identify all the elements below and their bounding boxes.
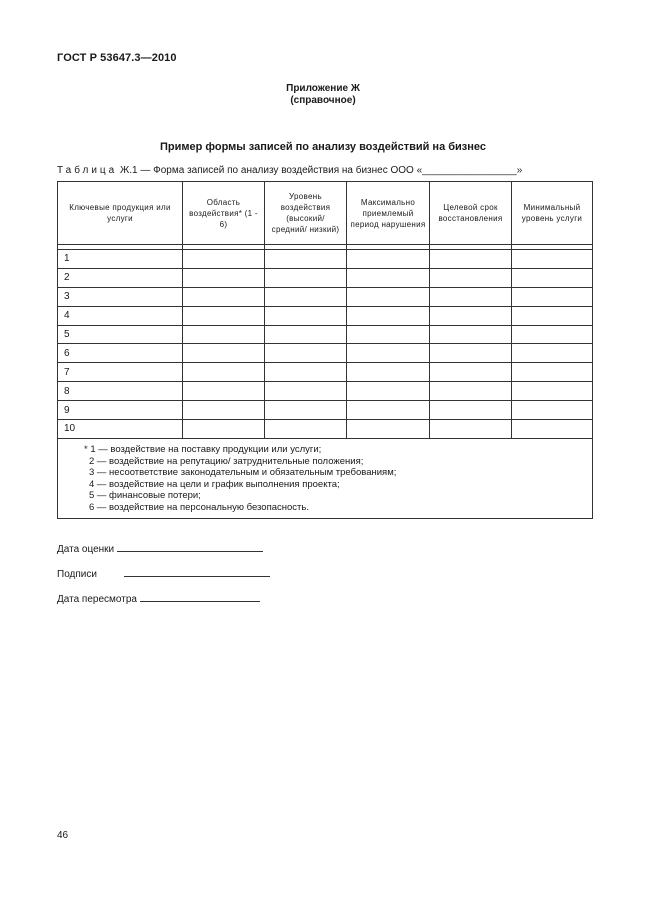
- table-cell[interactable]: [347, 250, 430, 269]
- appendix-heading: [0, 83, 646, 107]
- table-caption: [57, 165, 522, 176]
- table-cell[interactable]: [183, 344, 265, 363]
- appendix-title: Приложение Ж: [286, 83, 360, 94]
- table-cell[interactable]: [430, 382, 512, 401]
- table-cell[interactable]: [512, 363, 593, 382]
- row-number: 6: [58, 344, 183, 363]
- page-number: 46: [57, 830, 69, 841]
- header-min-service-level: Минимальный уровень услуги: [512, 182, 593, 245]
- appendix-note: (справочное): [290, 95, 356, 106]
- table-cell[interactable]: [183, 325, 265, 344]
- table-cell[interactable]: [430, 344, 512, 363]
- table-cell[interactable]: [183, 363, 265, 382]
- table-cell[interactable]: [512, 420, 593, 439]
- table-cell[interactable]: [512, 344, 593, 363]
- table-cell[interactable]: [183, 420, 265, 439]
- table-cell[interactable]: [183, 401, 265, 420]
- table-row: [58, 420, 593, 439]
- row-number: 8: [58, 382, 183, 401]
- table-caption-label: Таблица: [57, 165, 118, 176]
- review-date-line[interactable]: [140, 592, 260, 602]
- table-cell[interactable]: [347, 268, 430, 287]
- table-cell[interactable]: [347, 382, 430, 401]
- table-cell[interactable]: [512, 250, 593, 269]
- footnote-line: 2 — воздействие на репутацию/ затруднительные положения;: [89, 455, 364, 467]
- table-cell[interactable]: [512, 268, 593, 287]
- table-cell[interactable]: [430, 306, 512, 325]
- table-header-row: [58, 182, 593, 245]
- row-number: 2: [58, 268, 183, 287]
- table-cell[interactable]: [265, 268, 347, 287]
- table-cell[interactable]: [347, 325, 430, 344]
- table-cell[interactable]: [347, 420, 430, 439]
- row-number: 9: [58, 401, 183, 420]
- row-number: 10: [58, 420, 183, 439]
- table-cell[interactable]: [430, 268, 512, 287]
- review-date-field: [57, 592, 260, 605]
- table-row: [58, 325, 593, 344]
- table-notes-row: [58, 438, 593, 519]
- assessment-date-field: [57, 542, 263, 555]
- table-cell[interactable]: [183, 306, 265, 325]
- table-footnote: [58, 438, 593, 519]
- footnote-line: * 1 — воздействие на поставку продукции или услуги;: [84, 443, 322, 455]
- footnote-line: 3 — несоответствие законодательным и обязательным требованиям;: [89, 467, 397, 479]
- table-cell[interactable]: [512, 287, 593, 306]
- table-cell[interactable]: [265, 306, 347, 325]
- signatures-field: [57, 567, 270, 580]
- table-cell[interactable]: [430, 401, 512, 420]
- table-cell[interactable]: [430, 420, 512, 439]
- table-caption-text: Ж.1 — Форма записей по анализу воздействия на бизнес ООО «_________________»: [117, 165, 523, 176]
- assessment-date-line[interactable]: [117, 542, 263, 552]
- table-cell[interactable]: [347, 344, 430, 363]
- table-cell[interactable]: [430, 287, 512, 306]
- table-cell[interactable]: [512, 382, 593, 401]
- table-cell[interactable]: [183, 382, 265, 401]
- table-cell[interactable]: [347, 363, 430, 382]
- table-cell[interactable]: [265, 401, 347, 420]
- table-cell[interactable]: [347, 401, 430, 420]
- row-number: 5: [58, 325, 183, 344]
- table-cell[interactable]: [265, 325, 347, 344]
- table-row: [58, 268, 593, 287]
- table-cell[interactable]: [512, 325, 593, 344]
- row-number: 3: [58, 287, 183, 306]
- section-title: Пример формы записей по анализу воздействий на бизнес: [159, 141, 487, 153]
- table-cell[interactable]: [183, 268, 265, 287]
- header-impact-level: Уровень воздействия (высокий/ средний/ низкий): [265, 182, 347, 245]
- header-key-products: Ключевые продукция или услуги: [58, 182, 183, 245]
- header-recovery-target: Целевой срок восстановления: [430, 182, 512, 245]
- signatures-line[interactable]: [124, 567, 270, 577]
- footnote-line: 6 — воздействие на персональную безопасность.: [89, 501, 309, 513]
- table-cell[interactable]: [265, 382, 347, 401]
- table-row: [58, 287, 593, 306]
- table-row: [58, 401, 593, 420]
- footnote-line: 5 — финансовые потери;: [89, 490, 201, 502]
- table-cell[interactable]: [430, 325, 512, 344]
- row-number: 7: [58, 363, 183, 382]
- table-cell[interactable]: [183, 250, 265, 269]
- table-cell[interactable]: [512, 306, 593, 325]
- row-number: 4: [58, 306, 183, 325]
- table-cell[interactable]: [183, 287, 265, 306]
- header-max-period: Максимально приемлемый период нарушения: [347, 182, 430, 245]
- table-cell[interactable]: [265, 287, 347, 306]
- table-cell[interactable]: [265, 344, 347, 363]
- table-cell[interactable]: [265, 250, 347, 269]
- table-row: [58, 344, 593, 363]
- table-cell[interactable]: [430, 250, 512, 269]
- table-cell[interactable]: [265, 420, 347, 439]
- table-cell[interactable]: [347, 287, 430, 306]
- footnote-line: 4 — воздействие на цели и график выполнения проекта;: [89, 478, 340, 490]
- assessment-date-label: Дата оценки: [57, 544, 115, 555]
- row-number: 1: [58, 250, 183, 269]
- table-cell[interactable]: [512, 401, 593, 420]
- table-row: [58, 382, 593, 401]
- table-row: [58, 306, 593, 325]
- review-date-label: Дата пересмотра: [57, 594, 137, 605]
- document-code: ГОСТ Р 53647.3—2010: [57, 52, 177, 64]
- impact-analysis-table: [57, 181, 593, 519]
- signatures-label: Подписи: [57, 569, 97, 580]
- table-cell[interactable]: [430, 363, 512, 382]
- table-cell[interactable]: [347, 306, 430, 325]
- table-cell[interactable]: [265, 363, 347, 382]
- header-impact-area: Область воздействия* (1 - 6): [183, 182, 265, 245]
- table-row: [58, 363, 593, 382]
- table-row: [58, 250, 593, 269]
